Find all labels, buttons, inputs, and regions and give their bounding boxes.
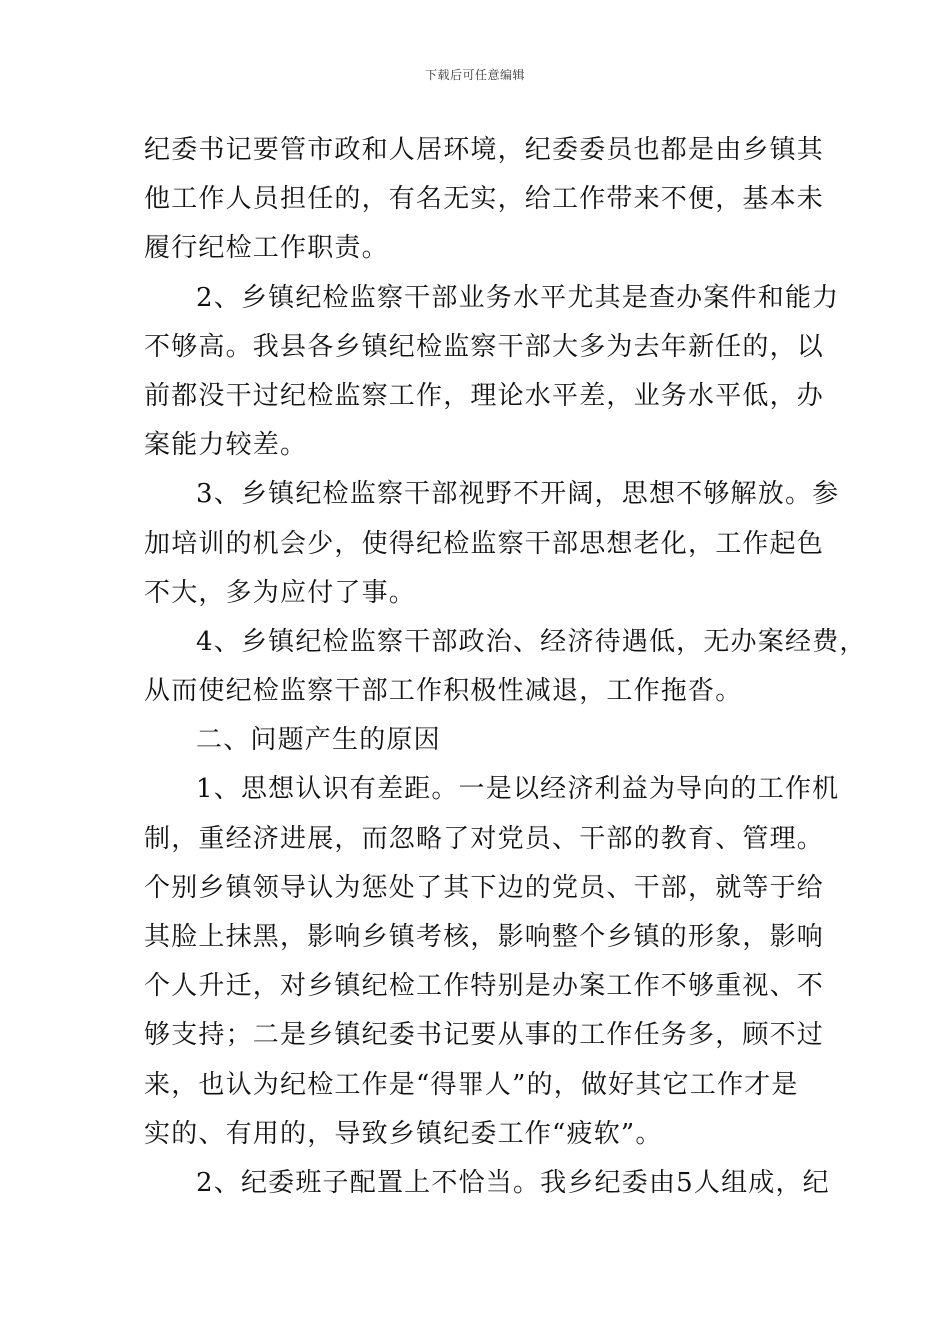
- text-line: 纪委书记要管市政和人居环境，纪委委员也都是由乡镇其: [144, 135, 825, 165]
- text-line: 案能力较差。: [144, 430, 308, 461]
- text-line: 够支持；二是乡镇纪委书记要从事的工作任务多，顾不过: [144, 1020, 825, 1051]
- text-line: 个别乡镇领导认为惩处了其下边的党员、干部，就等于给: [144, 872, 825, 903]
- text-line: 他工作人员担任的，有名无实，给工作带来不便，基本未: [144, 184, 825, 215]
- text-line: 不大，多为应付了事。: [144, 577, 417, 608]
- text-line: 个人升迁，对乡镇纪检工作特别是办案工作不够重视、不: [144, 971, 825, 1002]
- text-line: 加培训的机会少，使得纪检监察干部思想老化，工作起色: [144, 528, 825, 559]
- text-line: 履行纪检工作职责。: [144, 233, 389, 264]
- text-line: 其脸上抹黑，影响乡镇考核，影响整个乡镇的形象，影响: [144, 922, 825, 952]
- text-line: 实的、有用的，导致乡镇纪委工作“疲软”。: [144, 1118, 663, 1149]
- paragraph-start-line: 4、乡镇纪检监察干部政治、经济待遇低，无办案经费，: [196, 626, 867, 657]
- document-body: [144, 126, 867, 1208]
- paragraph-start-line: 1、思想认识有差距。一是以经济利益为导向的工作机: [196, 774, 840, 805]
- text-line: 前都没干过纪检监察工作，理论水平差，业务水平低，办: [144, 380, 825, 411]
- paragraph-start-line: 3、乡镇纪检监察干部视野不开阔，思想不够解放。参: [196, 479, 840, 510]
- header-note: 下载后可任意编辑: [424, 68, 525, 82]
- paragraph-start-line: 2、乡镇纪检监察干部业务水平尤其是查办案件和能力: [196, 282, 840, 313]
- text-line: 制，重经济进展，而忽略了对党员、干部的教育、管理。: [144, 823, 825, 854]
- paragraph-start-line: 2、纪委班子配置上不恰当。我乡纪委由5人组成，纪: [196, 1167, 830, 1198]
- text-line: 从而使纪检监察干部工作积极性减退，工作拖沓。: [144, 676, 743, 707]
- section-heading: 二、问题产生的原因: [196, 725, 441, 756]
- text-line: 不够高。我县各乡镇纪检监察干部大多为去年新任的，以: [144, 331, 825, 362]
- text-line: 来，也认为纪检工作是“得罪人”的，做好其它工作才是: [144, 1069, 799, 1100]
